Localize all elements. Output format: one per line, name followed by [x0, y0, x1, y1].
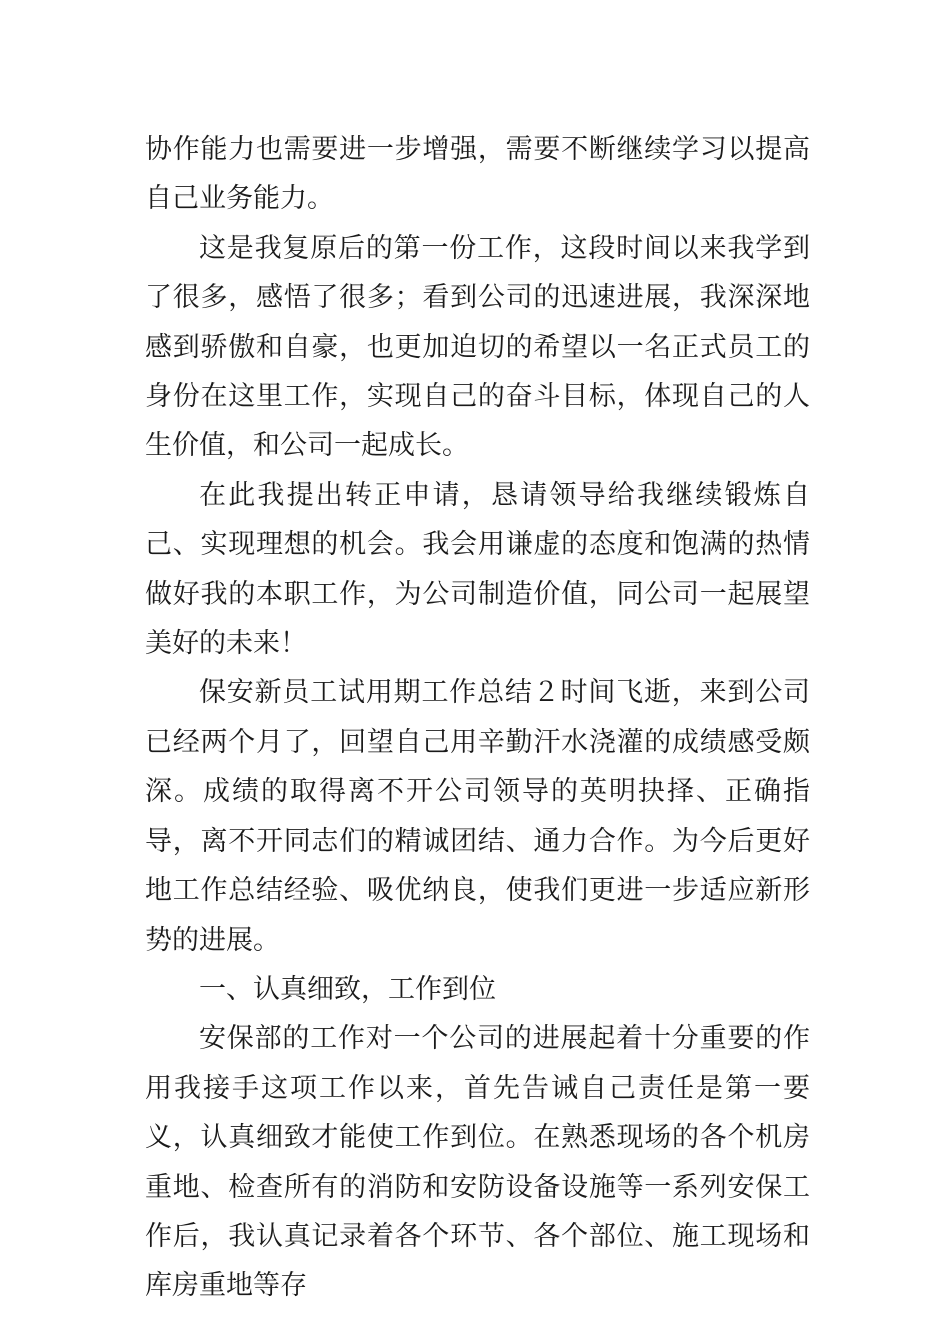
paragraph-3: 在此我提出转正申请，恳请领导给我继续锻炼自己、实现理想的机会。我会用谦虚的态度和饱满的热情做好我的本职工作，为公司制造价值，同公司一起展望美好的未来！	[145, 479, 810, 660]
paragraph-1: 协作能力也需要进一步增强，需要不断继续学习以提高自己业务能力。	[145, 134, 810, 215]
paragraph-5: 安保部的工作对一个公司的进展起着十分重要的作用我接手这项工作以来，首先告诫自己责任是第一要义，认真细致才能使工作到位。在熟悉现场的各个机房重地、检查所有的消防和安防设备设施等一系列安保工作后，我认真记录着各个环节、各个部位、施工现场和库房重地等存	[145, 1023, 810, 1302]
paragraph-2: 这是我复原后的第一份工作，这段时间以来我学到了很多，感悟了很多；看到公司的迅速进展，我深深地感到骄傲和自豪，也更加迫切的希望以一名正式员工的身份在这里工作，实现自己的奋斗目标，体现自己的人生价值，和公司一起成长。	[145, 232, 810, 462]
document-body	[145, 125, 810, 1311]
section-heading-1: 一、认真细致，工作到位	[199, 973, 496, 1005]
paragraph-4: 保安新员工试用期工作总结２时间飞逝，来到公司已经两个月了，回望自己用辛勤汗水浇灌的成绩感受颇深。成绩的取得离不开公司领导的英明抉择、正确指导，离不开同志们的精诚团结、通力合作。为今后更好地工作总结经验、吸优纳良，使我们更进一步适应新形势的进展。	[145, 677, 810, 956]
